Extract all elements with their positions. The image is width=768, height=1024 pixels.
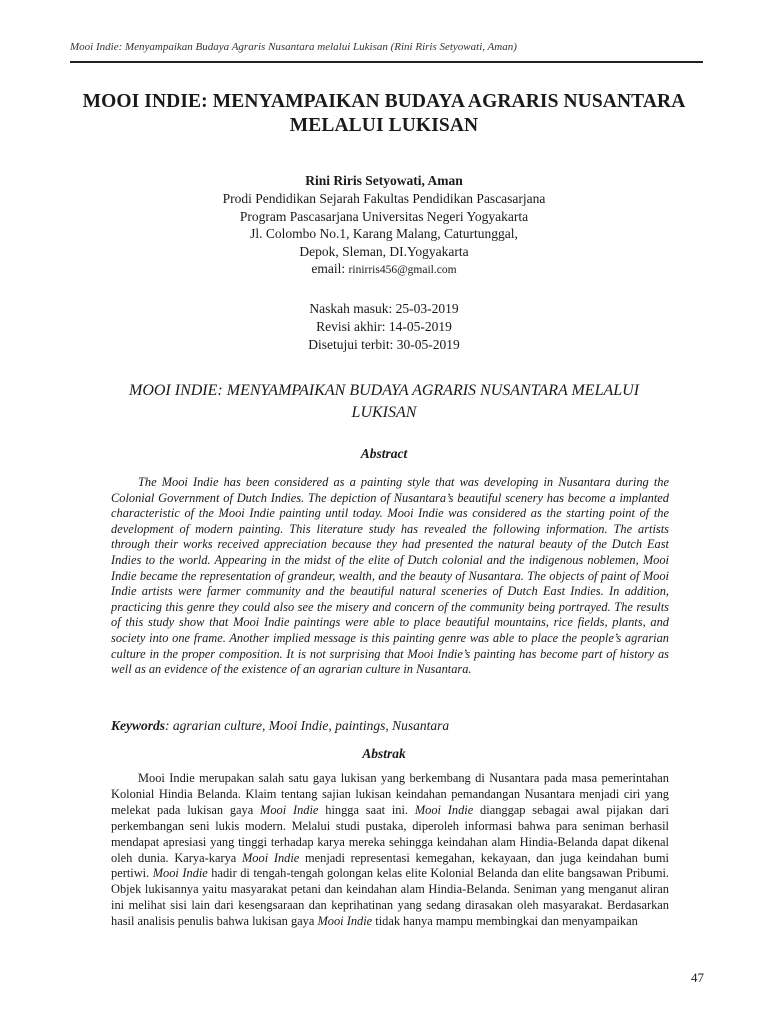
abstrak-text: menjadi representasi kemegahan, kekayaan, dan juga keindahan bumi pertiwi. bbox=[111, 850, 670, 881]
abstrak-term: Mooi Indie bbox=[414, 802, 474, 817]
english-title-line-2: LUKISAN bbox=[351, 404, 417, 421]
english-title bbox=[80, 380, 688, 424]
affiliation-line: Depok, Sleman, DI.Yogyakarta bbox=[299, 243, 469, 259]
english-title-line-1: MOOI INDIE: MENYAMPAIKAN BUDAYA AGRARIS NUSANTARA MELALUI bbox=[128, 382, 640, 399]
keywords-line bbox=[111, 718, 671, 734]
affiliation-line: Jl. Colombo No.1, Karang Malang, Caturtunggal, bbox=[250, 226, 518, 241]
abstract-body: The Mooi Indie has been considered as a painting style that was developing in Nusantara during the Colonial Government of Dutch Indies. The depiction of Nusantara’s beautiful scenery has become a implanted characteristic of the Mooi Indie painting until today. Mooi Indie was considered as the starting point of the development of modern painting. This literature study has revealed the following information. The artists through their works received appreciation because they had presented the natural beauty of the Dutch East Indies to the world. Appearing in the midst of the elite of Dutch colonial and the indigenous noblemen, Mooi Indie became the representation of grandeur, wealth, and the beauty of Nusantara. The objects of paint of Mooi Indie artists were farmer community and the beautiful natural sceneries of Dutch East Indies. In addition, practicing this genre they could also see the misery and concern of the community being portrayed. The results of this study show that Mooi Indie paintings were able to place beautiful mountains, rice fields, plants, and society into one frame. Another implied message is this painting genre was able to place the people’s agrarian culture in the proper composition. It is not surprising that Mooi Indie’s painting has become part of history as well as an evidence of the existence of an agrarian culture in Nusantara. bbox=[111, 475, 669, 677]
author-names: Rini Riris Setyowati, Aman bbox=[305, 173, 463, 188]
abstrak-term: Mooi Indie bbox=[241, 850, 300, 865]
affiliation-line: Program Pascasarjana Universitas Negeri Yogyakarta bbox=[239, 208, 529, 224]
paper-title bbox=[60, 90, 708, 138]
abstrak-text: Mooi Indie merupakan salah satu gaya lukisan yang berkembang di Nusantara pada masa pemerintahan Kolonial Hindia Belanda. Klaim tentang sajian lukisan keindahan pemandangan Nusantara menjadi ciri yang melekat pada lukisan gaya bbox=[111, 771, 669, 817]
abstrak-text: tidak hanya mampu membingkai dan menyampaikan bbox=[372, 914, 638, 929]
affiliation-line: Prodi Pendidikan Sejarah Fakultas Pendidikan Pascasarjana bbox=[222, 191, 546, 206]
date-revised: Revisi akhir: 14-05-2019 bbox=[316, 319, 452, 334]
header-rule bbox=[70, 61, 703, 63]
page-number: 47 bbox=[691, 970, 704, 985]
email-label: email: bbox=[311, 261, 349, 276]
article-dates bbox=[100, 300, 668, 354]
email-address: rinirris456@gmail.com bbox=[348, 264, 457, 276]
email-line bbox=[100, 260, 668, 280]
keywords-list: : agrarian culture, Mooi Indie, paintings, Nusantara bbox=[165, 718, 450, 733]
abstract-heading: Abstract bbox=[360, 446, 408, 461]
abstrak-term: Mooi Indie bbox=[152, 866, 208, 881]
abstrak-heading: Abstrak bbox=[362, 746, 406, 761]
abstrak-text: hadir di tengah-tengah golongan kelas elite Kolonial Belanda dan elite bangsawan Pribumi. Objek lukisannya yaitu masyarakat petani dan keindahan alam Hindia-Belanda. Seniman yang menganut aliran ini melihat sisi lain dari kesengsaraan dan keprihatinan yang sedang dirasakan oleh masyarakat. Berdasarkan hasil analisis penulis bahwa lukisan gaya bbox=[111, 866, 670, 929]
abstrak-text: hingga saat ini. bbox=[318, 802, 415, 817]
date-accepted: Disetujui terbit: 30-05-2019 bbox=[308, 337, 460, 352]
abstrak-term: Mooi Indie bbox=[317, 914, 373, 929]
abstrak-text: dianggap sebagai awal pijakan dari perkembangan seni lukis modern. Melalui studi pustaka, diperoleh informasi bahwa para seniman berhasil mendapat apresiasi yang tinggi terhadap karya mereka sehingga keindahan alam Hindia-Belanda dapat dikenal oleh dunia. Karya-karya bbox=[111, 802, 669, 865]
paper-title-line-2: MELALUI LUKISAN bbox=[289, 115, 479, 136]
date-received: Naskah masuk: 25-03-2019 bbox=[309, 301, 459, 316]
running-head: Mooi Indie: Menyampaikan Budaya Agraris Nusantara melalui Lukisan (Rini Riris Setyowati, Aman) bbox=[70, 41, 517, 53]
affiliation-block bbox=[100, 190, 668, 280]
abstrak-term: Mooi Indie bbox=[260, 802, 319, 817]
keywords-label: Keywords bbox=[111, 718, 165, 733]
paper-title-line-1: MOOI INDIE: MENYAMPAIKAN BUDAYA AGRARIS NUSANTARA bbox=[82, 91, 686, 112]
abstrak-body bbox=[111, 771, 669, 930]
